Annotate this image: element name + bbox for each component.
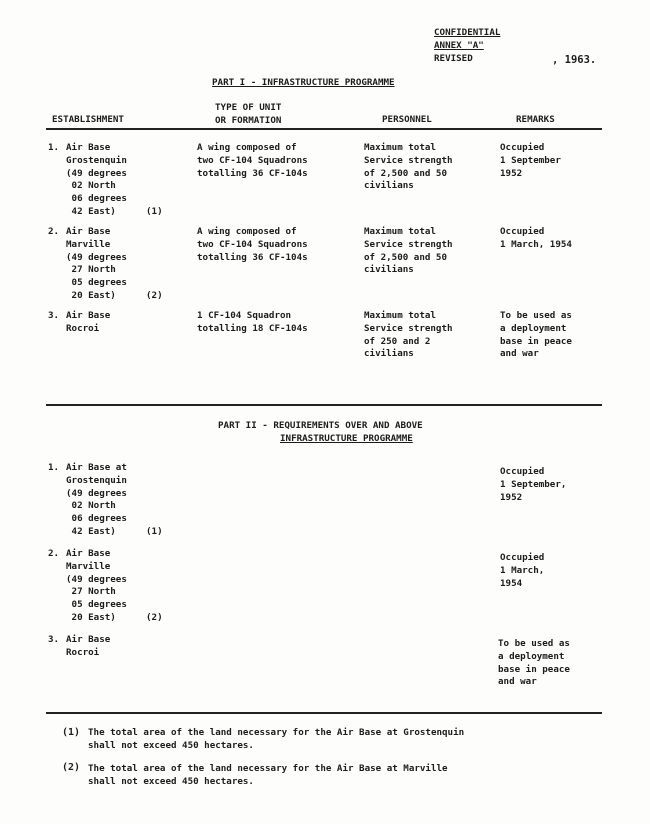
row-number: 3. (48, 634, 60, 645)
establishment-cell: Air Base Marville (49 degrees 27 North 05 degrees 20 East) (66, 226, 127, 301)
personnel-cell: Maximum total Service strength of 250 and 2 civilians (364, 310, 453, 360)
row-number: 2. (48, 226, 60, 237)
footnote-ref: (2) (146, 290, 163, 301)
col-header-establishment: ESTABLISHMENT (52, 114, 124, 125)
establishment-cell: Air Base Grostenquin (49 degrees 02 North 06 degrees 42 East) (66, 142, 127, 217)
footnote-ref: (1) (146, 526, 163, 537)
personnel-cell: Maximum total Service strength of 2,500 and 50 civilians (364, 226, 453, 276)
part-two-subtitle: INFRASTRUCTURE PROGRAMME (280, 433, 413, 444)
footnote-ref: (1) (146, 206, 163, 217)
footnote-text: The total area of the land necessary for the Air Base at Grostenquin shall not exceed 450 hectares. (88, 727, 465, 751)
remarks-cell: To be used as a deployment base in peace and war (500, 310, 572, 360)
unit-type-cell: 1 CF-104 Squadron totalling 18 CF-104s (197, 310, 308, 334)
revised-label: REVISED (434, 53, 473, 64)
remarks-cell: To be used as a deployment base in peace and war (498, 638, 570, 688)
header-rule (46, 128, 602, 130)
part-two-title: PART II - REQUIREMENTS OVER AND ABOVE (218, 420, 423, 431)
classification-marking: CONFIDENTIAL (434, 27, 501, 38)
col-header-type-of-unit: TYPE OF UNIT OR FORMATION (215, 102, 282, 126)
col-header-personnel: PERSONNEL (382, 114, 432, 125)
col-header-remarks: REMARKS (516, 114, 555, 125)
establishment-cell: Air Base Marville (49 degrees 27 North 05 degrees 20 East) (66, 548, 127, 623)
remarks-cell: Occupied 1 September 1952 (500, 142, 561, 179)
footnote-mark: (1) (62, 727, 81, 738)
unit-type-cell: A wing composed of two CF-104 Squadrons totalling 36 CF-104s (197, 226, 308, 263)
establishment-cell: Air Base Rocroi (66, 310, 111, 334)
row-number: 1. (48, 462, 60, 473)
remarks-cell: Occupied 1 September, 1952 (500, 466, 567, 503)
annex-label: ANNEX "A" (434, 40, 484, 51)
unit-type-cell: A wing composed of two CF-104 Squadrons totalling 36 CF-104s (197, 142, 308, 179)
row-number: 1. (48, 142, 60, 153)
footnote-ref: (2) (146, 612, 163, 623)
row-number: 2. (48, 548, 60, 559)
footnote-text: The total area of the land necessary for the Air Base at Marville shall not exceed 450 hectares. (88, 763, 448, 787)
part-one-title: PART I - INFRASTRUCTURE PROGRAMME (212, 77, 395, 88)
footnote-divider (46, 712, 602, 714)
establishment-cell: Air Base at Grostenquin (49 degrees 02 North 06 degrees 42 East) (66, 462, 127, 537)
personnel-cell: Maximum total Service strength of 2,500 and 50 civilians (364, 142, 453, 192)
footnote-mark: (2) (62, 762, 81, 773)
revision-year: , 1963. (552, 54, 597, 66)
remarks-cell: Occupied 1 March, 1954 (500, 226, 572, 250)
row-number: 3. (48, 310, 60, 321)
establishment-cell: Air Base Rocroi (66, 634, 111, 658)
remarks-cell: Occupied 1 March, 1954 (500, 552, 545, 589)
section-divider (46, 404, 602, 406)
